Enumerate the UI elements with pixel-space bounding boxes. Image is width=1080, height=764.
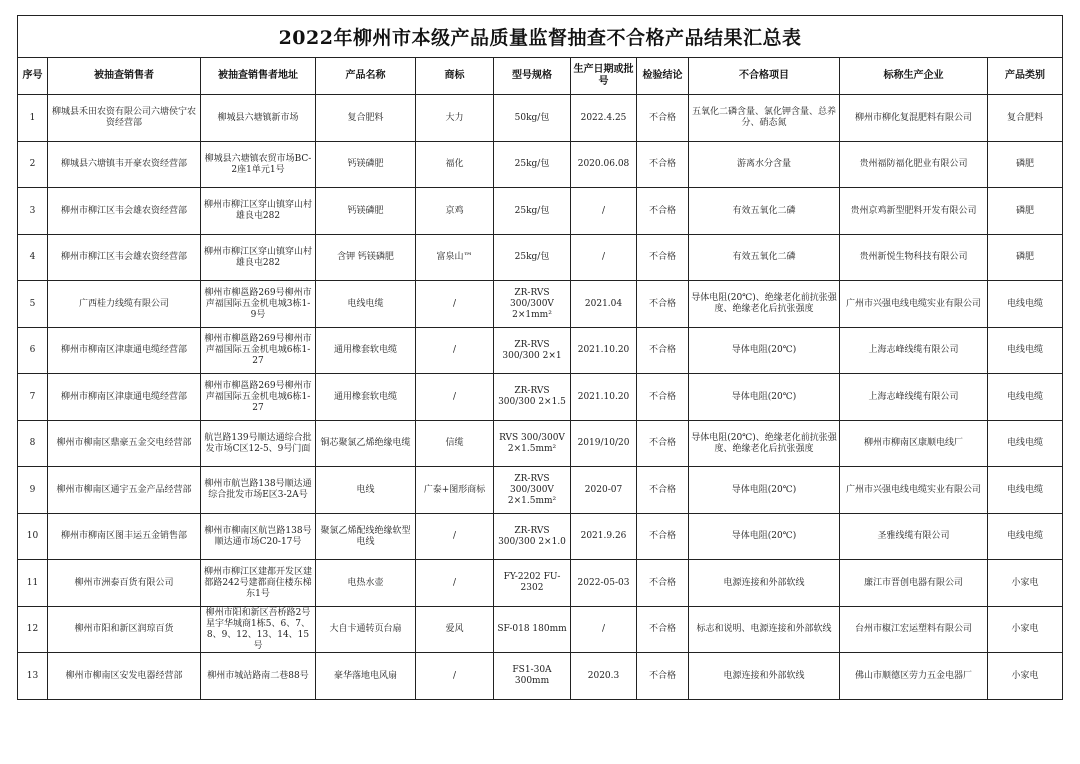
cell-address: 柳州市柳江区穿山镇穿山村雄良屯282 [201, 188, 316, 235]
cell-category: 电线电缆 [988, 421, 1063, 467]
cell-category: 小家电 [988, 607, 1063, 653]
cell-address: 柳州市柳邕路269号柳州市声福国际五金机电城6栋1-27 [201, 328, 316, 374]
cell-product: 大自卡通转页台扇 [316, 607, 416, 653]
cell-product: 含钾 钙镁磷肥 [316, 235, 416, 281]
cell-spec: RVS 300/300V 2×1.5mm² [494, 421, 571, 467]
cell-defect: 有效五氧化二磷 [689, 235, 840, 281]
cell-manufacturer: 广州市兴强电线电缆实业有限公司 [840, 467, 988, 514]
cell-result: 不合格 [637, 235, 689, 281]
cell-category: 电线电缆 [988, 514, 1063, 560]
cell-result: 不合格 [637, 95, 689, 142]
cell-result: 不合格 [637, 514, 689, 560]
cell-defect: 导体电阻(20℃) [689, 374, 840, 421]
cell-category: 电线电缆 [988, 467, 1063, 514]
header-manufacturer: 标称生产企业 [840, 58, 988, 95]
header-address: 被抽查销售者地址 [201, 58, 316, 95]
cell-manufacturer: 贵州新悦生物科技有限公司 [840, 235, 988, 281]
result-table [17, 15, 1063, 700]
cell-spec: ZR-RVS 300/300V 2×1.5mm² [494, 467, 571, 514]
cell-result: 不合格 [637, 467, 689, 514]
cell-no: 8 [18, 421, 48, 467]
cell-result: 不合格 [637, 374, 689, 421]
cell-brand: / [416, 514, 494, 560]
cell-no: 12 [18, 607, 48, 653]
cell-spec: ZR-RVS 300/300V 2×1mm² [494, 281, 571, 328]
cell-category: 电线电缆 [988, 328, 1063, 374]
cell-result: 不合格 [637, 607, 689, 653]
cell-product: 电热水壶 [316, 560, 416, 607]
cell-address: 柳州市航岂路138号顺达通综合批发市场E区3-2A号 [201, 467, 316, 514]
cell-result: 不合格 [637, 281, 689, 328]
cell-date: 2021.9.26 [571, 514, 637, 560]
cell-product: 电线电缆 [316, 281, 416, 328]
cell-date: 2021.04 [571, 281, 637, 328]
cell-category: 小家电 [988, 653, 1063, 700]
cell-spec: ZR-RVS 300/300 2×1.0 [494, 514, 571, 560]
cell-seller: 柳州市柳江区韦会雄农资经营部 [48, 235, 201, 281]
header-result: 检验结论 [637, 58, 689, 95]
cell-address: 柳州市柳邕路269号柳州市声福国际五金机电城3栋1-9号 [201, 281, 316, 328]
cell-manufacturer: 柳州市柳南区康顺电线厂 [840, 421, 988, 467]
cell-seller: 柳州市柳南区图丰运五金销售部 [48, 514, 201, 560]
cell-no: 13 [18, 653, 48, 700]
cell-defect: 导体电阻(20℃) [689, 514, 840, 560]
table-row [18, 467, 1063, 514]
cell-defect: 导体电阻(20℃) [689, 328, 840, 374]
header-date: 生产日期或批号 [571, 58, 637, 95]
cell-seller: 柳城县六塘镇韦开豪农资经营部 [48, 142, 201, 188]
cell-defect: 导体电阻(20℃) [689, 467, 840, 514]
cell-brand: / [416, 328, 494, 374]
cell-product: 豪华落地电风扇 [316, 653, 416, 700]
cell-no: 9 [18, 467, 48, 514]
cell-address: 柳城县六塘镇农贸市场BC-2座1单元1号 [201, 142, 316, 188]
header-product: 产品名称 [316, 58, 416, 95]
cell-manufacturer: 广州市兴强电线电缆实业有限公司 [840, 281, 988, 328]
cell-spec: FS1-30A 300mm [494, 653, 571, 700]
cell-product: 复合肥料 [316, 95, 416, 142]
cell-defect: 有效五氧化二磷 [689, 188, 840, 235]
cell-seller: 柳州市柳南区津康通电缆经营部 [48, 374, 201, 421]
table-row [18, 235, 1063, 281]
table-row [18, 607, 1063, 653]
cell-product: 通用橡套软电缆 [316, 328, 416, 374]
cell-seller: 柳州市柳江区韦会雄农资经营部 [48, 188, 201, 235]
header-spec: 型号规格 [494, 58, 571, 95]
cell-spec: ZR-RVS 300/300 2×1.5 [494, 374, 571, 421]
header-category: 产品类别 [988, 58, 1063, 95]
cell-brand: 广泰+图形商标 [416, 467, 494, 514]
cell-address: 航岂路139号顺达通综合批发市场C区12-5、9号门面 [201, 421, 316, 467]
cell-address: 柳州市阳和新区吾桥路2号星宇华城商1栋5、6、7、8、9、12、13、14、15号 [201, 607, 316, 653]
table-row [18, 142, 1063, 188]
header-defect: 不合格项目 [689, 58, 840, 95]
table-row [18, 328, 1063, 374]
cell-category: 磷肥 [988, 235, 1063, 281]
cell-seller: 柳州市柳南区通宇五金产品经营部 [48, 467, 201, 514]
table-row [18, 188, 1063, 235]
cell-result: 不合格 [637, 560, 689, 607]
cell-defect: 游离水分含量 [689, 142, 840, 188]
header-no: 序号 [18, 58, 48, 95]
header-brand: 商标 [416, 58, 494, 95]
cell-brand: 福化 [416, 142, 494, 188]
cell-date: 2021.10.20 [571, 328, 637, 374]
table-row [18, 560, 1063, 607]
cell-product: 钙镁磷肥 [316, 142, 416, 188]
cell-result: 不合格 [637, 653, 689, 700]
cell-spec: 25kg/包 [494, 142, 571, 188]
cell-date: / [571, 188, 637, 235]
cell-brand: 京鸡 [416, 188, 494, 235]
cell-no: 2 [18, 142, 48, 188]
cell-defect: 导体电阻(20℃)、绝缘老化前抗张强度、绝缘老化后抗张强度 [689, 421, 840, 467]
table-row [18, 514, 1063, 560]
cell-defect: 五氧化二磷含量、氯化钾含量、总养分、硝态氮 [689, 95, 840, 142]
cell-defect: 标志和说明、电源连接和外部软线 [689, 607, 840, 653]
cell-manufacturer: 贵州京鸡新型肥料开发有限公司 [840, 188, 988, 235]
cell-seller: 柳城县禾田农资有限公司六塘侯宁农资经营部 [48, 95, 201, 142]
cell-product: 电线 [316, 467, 416, 514]
cell-date: 2020.06.08 [571, 142, 637, 188]
header-seller: 被抽查销售者 [48, 58, 201, 95]
cell-defect: 电源连接和外部软线 [689, 653, 840, 700]
cell-seller: 柳州市柳南区津康通电缆经营部 [48, 328, 201, 374]
cell-product: 通用橡套软电缆 [316, 374, 416, 421]
cell-result: 不合格 [637, 328, 689, 374]
cell-defect: 电源连接和外部软线 [689, 560, 840, 607]
table-row [18, 95, 1063, 142]
cell-category: 磷肥 [988, 142, 1063, 188]
cell-date: 2019/10/20 [571, 421, 637, 467]
cell-spec: 50kg/包 [494, 95, 571, 142]
cell-date: / [571, 607, 637, 653]
cell-date: / [571, 235, 637, 281]
cell-manufacturer: 圣雅线缆有限公司 [840, 514, 988, 560]
cell-brand: 爱风 [416, 607, 494, 653]
cell-spec: 25kg/包 [494, 235, 571, 281]
cell-result: 不合格 [637, 188, 689, 235]
cell-address: 柳城县六塘镇新市场 [201, 95, 316, 142]
cell-brand: / [416, 281, 494, 328]
cell-address: 柳州市柳江区穿山镇穿山村雄良屯282 [201, 235, 316, 281]
cell-manufacturer: 上海志峰线缆有限公司 [840, 328, 988, 374]
cell-spec: ZR-RVS 300/300 2×1 [494, 328, 571, 374]
cell-category: 磷肥 [988, 188, 1063, 235]
cell-spec: 25kg/包 [494, 188, 571, 235]
cell-category: 电线电缆 [988, 281, 1063, 328]
cell-no: 3 [18, 188, 48, 235]
cell-date: 2020-07 [571, 467, 637, 514]
cell-address: 柳州市柳邕路269号柳州市声福国际五金机电城6栋1-27 [201, 374, 316, 421]
cell-result: 不合格 [637, 142, 689, 188]
cell-no: 4 [18, 235, 48, 281]
cell-brand: 信缆 [416, 421, 494, 467]
cell-manufacturer: 柳州市柳化复混肥料有限公司 [840, 95, 988, 142]
cell-spec: FY-2202 FU-2302 [494, 560, 571, 607]
cell-category: 小家电 [988, 560, 1063, 607]
cell-result: 不合格 [637, 421, 689, 467]
table-row [18, 281, 1063, 328]
cell-brand: / [416, 653, 494, 700]
cell-spec: SF-018 180mm [494, 607, 571, 653]
cell-brand: 富泉山™ [416, 235, 494, 281]
cell-date: 2021.10.20 [571, 374, 637, 421]
cell-address: 柳州市城站路南二巷88号 [201, 653, 316, 700]
cell-address: 柳州市柳江区建都开发区建都路242号建都商住楼东梯东1号 [201, 560, 316, 607]
cell-brand: / [416, 560, 494, 607]
cell-seller: 柳州市洲泰百货有限公司 [48, 560, 201, 607]
table-row [18, 653, 1063, 700]
cell-category: 电线电缆 [988, 374, 1063, 421]
result-summary-sheet [17, 15, 1062, 700]
cell-no: 6 [18, 328, 48, 374]
cell-manufacturer: 廉江市晋创电器有限公司 [840, 560, 988, 607]
cell-manufacturer: 佛山市顺德区劳力五金电器厂 [840, 653, 988, 700]
cell-product: 铜芯聚氯乙烯绝缘电缆 [316, 421, 416, 467]
cell-seller: 柳州市柳南区鼎豪五金交电经营部 [48, 421, 201, 467]
cell-no: 11 [18, 560, 48, 607]
cell-seller: 广西桂力线缆有限公司 [48, 281, 201, 328]
cell-date: 2020.3 [571, 653, 637, 700]
cell-seller: 柳州市阳和新区润琼百货 [48, 607, 201, 653]
cell-no: 7 [18, 374, 48, 421]
cell-address: 柳州市柳南区航岂路138号顺达通市场C20-17号 [201, 514, 316, 560]
cell-date: 2022.4.25 [571, 95, 637, 142]
table-title: 2022年柳州市本级产品质量监督抽查不合格产品结果汇总表 [18, 16, 1063, 58]
cell-brand: 大力 [416, 95, 494, 142]
cell-product: 聚氯乙烯配线绝缘软型电线 [316, 514, 416, 560]
cell-no: 5 [18, 281, 48, 328]
cell-date: 2022-05-03 [571, 560, 637, 607]
cell-product: 钙镁磷肥 [316, 188, 416, 235]
cell-category: 复合肥料 [988, 95, 1063, 142]
cell-no: 1 [18, 95, 48, 142]
cell-manufacturer: 贵州福防福化肥业有限公司 [840, 142, 988, 188]
cell-manufacturer: 台州市椒江宏运塑料有限公司 [840, 607, 988, 653]
cell-no: 10 [18, 514, 48, 560]
cell-seller: 柳州市柳南区安发电器经营部 [48, 653, 201, 700]
cell-brand: / [416, 374, 494, 421]
cell-manufacturer: 上海志峰线缆有限公司 [840, 374, 988, 421]
header-row [18, 58, 1063, 95]
cell-defect: 导体电阻(20℃)、绝缘老化前抗张强度、绝缘老化后抗张强度 [689, 281, 840, 328]
table-row [18, 421, 1063, 467]
table-row [18, 374, 1063, 421]
